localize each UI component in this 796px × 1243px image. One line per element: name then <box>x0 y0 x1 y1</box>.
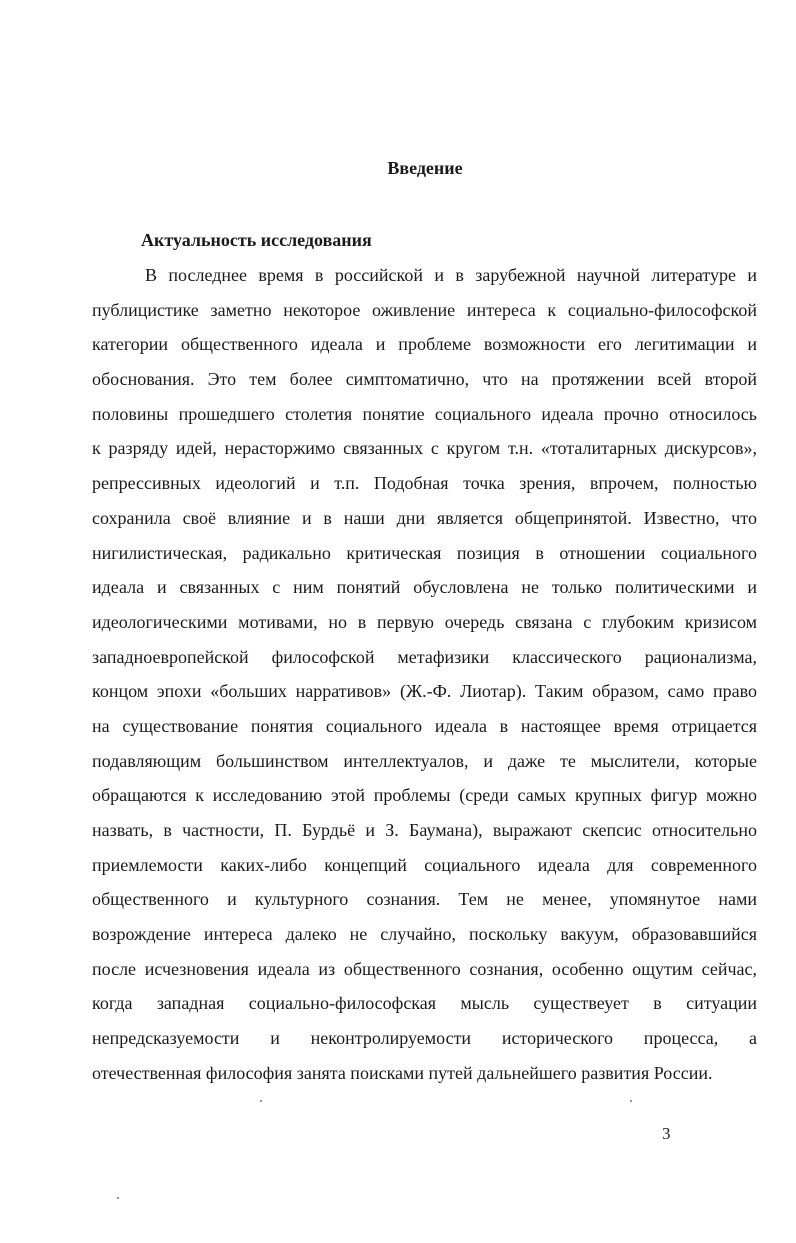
text-line: обоснования. Это тем более симптоматично, что на протяжении всей второй <box>92 369 757 390</box>
subsection-heading: Актуальность исследования <box>141 230 372 250</box>
text-line: категории общественного идеала и проблеме возможности его легитимации и <box>92 334 757 355</box>
scan-speck <box>117 1197 119 1199</box>
text-line: общественного и культурного сознания. Тем не менее, упомянутое нами <box>92 889 757 910</box>
text-line: отечественная философия занята поисками путей дальнейшего развития России. <box>92 1062 713 1083</box>
text-line: обращаются к исследованию этой проблемы (среди самых крупных фигур можно <box>92 785 757 806</box>
body-paragraph <box>92 258 757 1091</box>
text-line: когда западная социально-философская мысль существеует в ситуации <box>92 993 757 1014</box>
scan-speck <box>630 1100 632 1102</box>
text-line: непредсказуемости и неконтролируемости исторического процесса, а <box>92 1028 757 1049</box>
text-line: идеологическими мотивами, но в первую очередь связана с глубоким кризисом <box>92 611 757 632</box>
text-line: В последнее время в российской и в зарубежной научной литературе и <box>145 265 757 285</box>
text-line: подавляющим большинством интеллектуалов, и даже те мыслители, которые <box>92 750 757 771</box>
text-line: приемлемости каких-либо концепций социального идеала для современного <box>92 854 757 875</box>
text-line: возрождение интереса далеко не случайно, поскольку вакуум, образовавшийся <box>92 924 757 945</box>
text-line: западноевропейской философской метафизики классического рационализма, <box>92 646 757 667</box>
text-line: публицистике заметно некоторое оживление интереса к социально-философской <box>92 299 757 320</box>
page-number: 3 <box>662 1124 671 1143</box>
text-line: к разряду идей, нерасторжимо связанных с кругом т.н. «тоталитарных дискурсов», <box>92 438 757 459</box>
text-line: половины прошедшего столетия понятие социального идеала прочно относилось <box>92 403 757 424</box>
text-line: на существование понятия социального идеала в настоящее время отрицается <box>92 715 757 736</box>
section-heading: Введение <box>387 158 463 178</box>
text-line: назвать, в частности, П. Бурдьё и З. Баумана), выражают скепсис относительно <box>92 820 757 840</box>
text-line: концом эпохи «больших нарративов» (Ж.-Ф. Лиотар). Таким образом, само право <box>92 681 757 702</box>
text-line: после исчезновения идеала из общественного сознания, особенно ощутим сейчас, <box>92 958 757 979</box>
text-line: идеала и связанных с ним понятий обусловлена не только политическими и <box>92 577 757 598</box>
text-line: репрессивных идеологий и т.п. Подобная точка зрения, впрочем, полностью <box>92 473 757 494</box>
text-line: сохранила своё влияние и в наши дни является общепринятой. Известно, что <box>92 507 757 528</box>
text-line: нигилистическая, радикально критическая позиция в отношении социального <box>92 542 757 563</box>
scan-speck <box>260 1100 262 1102</box>
